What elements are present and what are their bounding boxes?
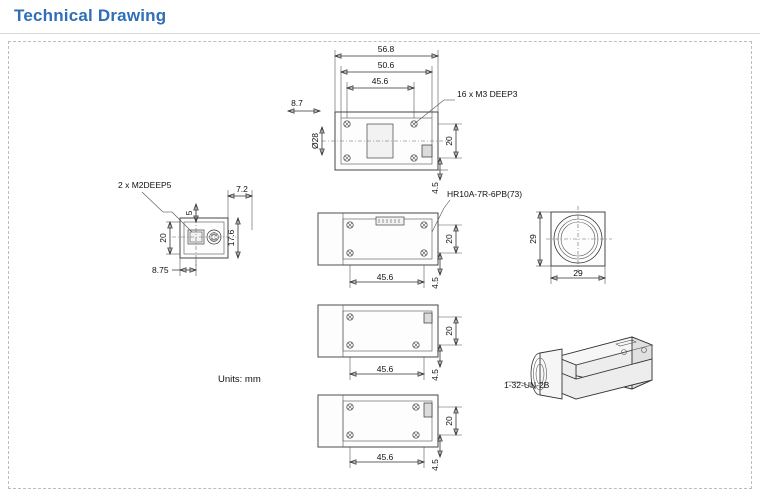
- dim-top-diameter: Ø28: [310, 132, 320, 150]
- dim-rear-left: 5: [184, 210, 194, 216]
- dim-top-hole-span: 45.6: [371, 76, 389, 86]
- dim-side2-height: 20: [444, 326, 454, 336]
- dim-side3-length: 45.6: [376, 452, 394, 462]
- callout-rear-holes: 2 x M2DEEP5: [118, 180, 172, 190]
- callout-top-holes: 16 x M3 DEEP3: [457, 89, 518, 99]
- dim-rear-top: 7.2: [236, 184, 248, 194]
- isometric-view: [504, 337, 652, 399]
- dim-top-inner-width: 50.6: [377, 60, 395, 70]
- dim-side1-edge-offset: 4.5: [430, 277, 440, 289]
- top-view: [288, 44, 518, 194]
- dim-top-left-offset: 8.7: [291, 98, 303, 108]
- rear-connector-view: [118, 180, 252, 276]
- dim-top-height: 20: [444, 136, 454, 146]
- front-view: [528, 206, 612, 284]
- page-title: Technical Drawing: [14, 6, 167, 25]
- dim-top-edge-offset: 4.5: [430, 182, 440, 194]
- dim-side3-edge-offset: 4.5: [430, 459, 440, 471]
- dim-side2-length: 45.6: [376, 364, 394, 374]
- dim-side3-height: 20: [444, 416, 454, 426]
- callout-connector: HR10A-7R-6PB(73): [447, 189, 523, 199]
- dim-side1-height: 20: [444, 234, 454, 244]
- dim-front-height: 29: [528, 234, 538, 244]
- dim-rear-bottom: 8.75: [152, 265, 169, 275]
- side-view-2: [318, 305, 462, 381]
- dim-side2-edge-offset: 4.5: [430, 369, 440, 381]
- side-view-3: [318, 395, 462, 471]
- dim-top-overall-width: 56.8: [377, 44, 395, 54]
- dim-front-width: 29: [573, 268, 583, 278]
- side-view-1: [318, 189, 522, 289]
- dim-rear-height: 20: [158, 233, 168, 243]
- callout-lens-mount: 1-32-UN-2B: [504, 380, 550, 390]
- dim-rear-right: 17.6: [226, 229, 236, 247]
- dim-side1-length: 45.6: [376, 272, 394, 282]
- units-label: Units: mm: [218, 374, 261, 385]
